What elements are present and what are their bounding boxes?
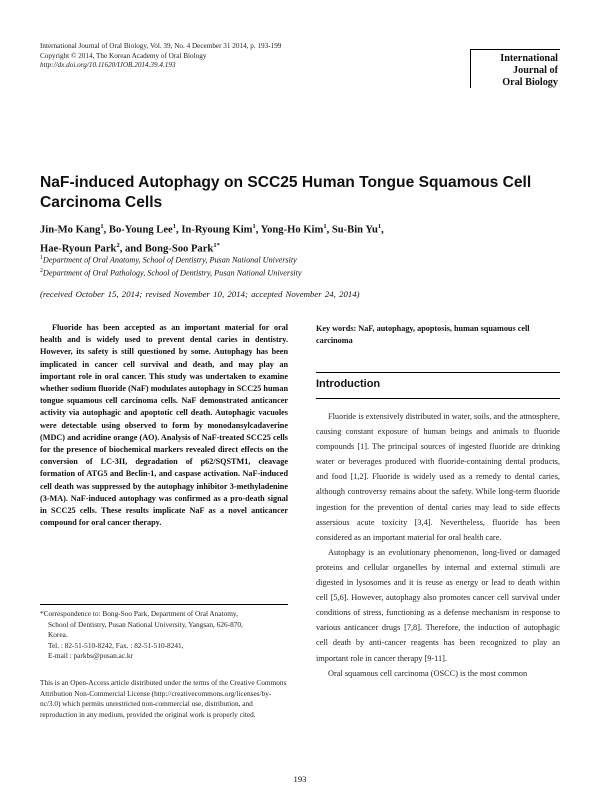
author-affil-mark: 1 <box>323 223 327 230</box>
section-heading-introduction: Introduction <box>316 378 381 390</box>
journal-line: International Journal of Oral Biology, Vol. 39, No. 4 December 31 2014, p. 193-199 <box>40 42 282 50</box>
author-affil-mark: 1* <box>213 241 220 249</box>
author-affil-mark: 1 <box>377 223 382 230</box>
author-affil-mark: 1 <box>252 223 256 230</box>
corr-email[interactable]: E-mail : parkbs@pusan.ac.kr <box>48 651 133 661</box>
footnote-divider <box>40 604 288 605</box>
affiliations <box>40 253 560 280</box>
author-name: Bo-Young Lee <box>108 224 173 236</box>
corr-line: Korea. <box>48 630 68 640</box>
copyright-line: Copyright © 2014, The Korean Academy of Oral Biology <box>40 51 207 60</box>
title-line-1: NaF-induced Autophagy on SCC25 Human Tongue Squamous Cell <box>40 174 532 191</box>
author-line-1: Jin-Mo Kang$^1$, Bo-Young Lee$^1$, In-Ryoung Kim$^1$, Yong-Ho Kim$^1$, Su-Bin Yu$^1$, <box>40 223 384 236</box>
affiliation-2 <box>40 266 560 279</box>
author-name: Su-Bin Yu <box>331 224 378 236</box>
author-name: Hae-Ryoun Park <box>40 243 117 255</box>
abstract: Fluoride has been accepted as an important material for oral health and is widely used to prevent dental caries in dentistry. However, its safety is still questioned by some. Autophagy has been implicated in cancer cell survival and death, and may play an important role in oral cancer. This study was undertaken to examine whether sodium fluoride (NaF) modulates autophagy in SCC25 human tongue squamous cell carcinoma cells. NaF demonstrated anticancer activity via autophagic and apoptotic cell death. Autophagic vacuoles were detectable using observed to form by monodansylcadaverine (MDC) and acridine orange (AO). Analysis of NaF-treated SCC25 cells for the presence of biochemical markers revealed direct effects on the conversion of LC-3II, degradation of p62/SQSTM1, cleavage formation of ATG5 and Beclin-1, and caspase activation. NaF-induced cell death was suppressed by the autophagy inhibitor 3-methyladenine (3-MA). NaF-induced autophagy was confirmed as a pro-death signal in SCC25 cells. These results implicate NaF as a novel anticancer compound for oral cancer therapy. <box>40 323 288 528</box>
section-rule-top <box>316 372 560 373</box>
author-line-2: Hae-Ryoun Park$^2$, and Bong-Soo Park$^{1*}$ <box>40 241 220 255</box>
author-name: Bong-Soo Park <box>144 243 214 255</box>
author-list <box>40 219 560 256</box>
paragraph: Autophagy is an evolutionary phenomenon, long-lived or damaged proteins and cellular organelles by internal and external stimuli are digested in lysosomes and it is reuse as energy or lead to death within cell [5,6]. However, autophagy also promotes cancer cell survival under conditions of stress, functioning as a defense mechanism in response to various anticancer drugs [7,8]. Therefore, the induction of autophagic cell death by anti-cancer reagents has been recognized to play an important role in cancer therapy [9-11]. <box>316 547 560 663</box>
doi-link[interactable]: http://dx.doi.org/10.11620/IJOB.2014.39.4.193 <box>40 61 176 70</box>
author-and: and <box>124 243 143 255</box>
author-name: Jin-Mo Kang <box>40 224 101 236</box>
received-dates: (received October 15, 2014; revised November 10, 2014; accepted November 24, 2014) <box>40 289 360 299</box>
author-affil-mark: 1 <box>100 223 104 230</box>
author-affil-mark: 1 <box>172 223 177 230</box>
brand-line-2: Journal of <box>513 64 558 76</box>
affil-text: Department of Oral Pathology, School of Dentistry, Pusan National University <box>42 269 302 279</box>
affil-mark: 2 <box>40 268 43 275</box>
page-number: 193 <box>293 774 307 784</box>
journal-citation <box>40 42 281 71</box>
author-name: In-Ryoung Kim <box>181 224 253 236</box>
affil-text: Department of Oral Anatomy, School of Dentistry, Pusan National University <box>42 255 297 265</box>
brand-line-1: International <box>500 53 558 64</box>
corr-line: School of Dentistry, Pusan National University, Yangsan, 626-870, <box>48 619 243 629</box>
paragraph: Fluoride is extensively distributed in water, soils, and the atmosphere, causing constant exposure of human beings and animals to fluoride compounds [1]. The principal sources of ingested fluoride are drinking water or beverages produced with fluoride-containing dental products, and food [1,2]. Fluoride is widely used as a remedy to dental caries, although controversy remains about the safety. While long-term fluoride ingestion for the prevention of dental caries may lead to side effects assersious acute toxicity [3,4]. Nevertheless, fluoride has been considered as an important material for oral health care. <box>316 412 560 542</box>
affil-mark: 1 <box>40 255 43 261</box>
paper-title <box>40 173 560 212</box>
journal-brand-box <box>470 49 560 88</box>
introduction-body <box>316 409 560 681</box>
author-affil-mark: 2 <box>116 241 120 249</box>
title-line-2: Carcinoma Cells <box>40 193 163 211</box>
license-note: This is an Open-Access article distributed under the terms of the Creative Commons Attribution Non-Commercial License (http://creativecommons.org/licenses/by-nc/3.0) which permits unrestricted non-commercial use, distribution, and reproduction in any medium, provided the original work is properly cited. <box>40 678 287 719</box>
author-name: Yong-Ho Kim <box>260 224 324 236</box>
corr-tel: Tel. : 82-51-510-8242, Fax. : 82-51-510-8241, <box>48 640 184 650</box>
correspondence-note <box>40 609 288 662</box>
affiliation-1 <box>40 253 560 266</box>
corr-line: *Correspondence to: Bong-Soo Park, Department of Oral Anatomy, <box>40 609 238 618</box>
section-rule-bottom <box>316 398 560 399</box>
brand-line-3: Oral Biology <box>502 76 558 88</box>
keywords: Key words: NaF, autophagy, apoptosis, human squamous cell carcinoma <box>316 324 530 346</box>
paragraph: Oral squamous cell carcinoma (OSCC) is the most common <box>328 668 528 678</box>
